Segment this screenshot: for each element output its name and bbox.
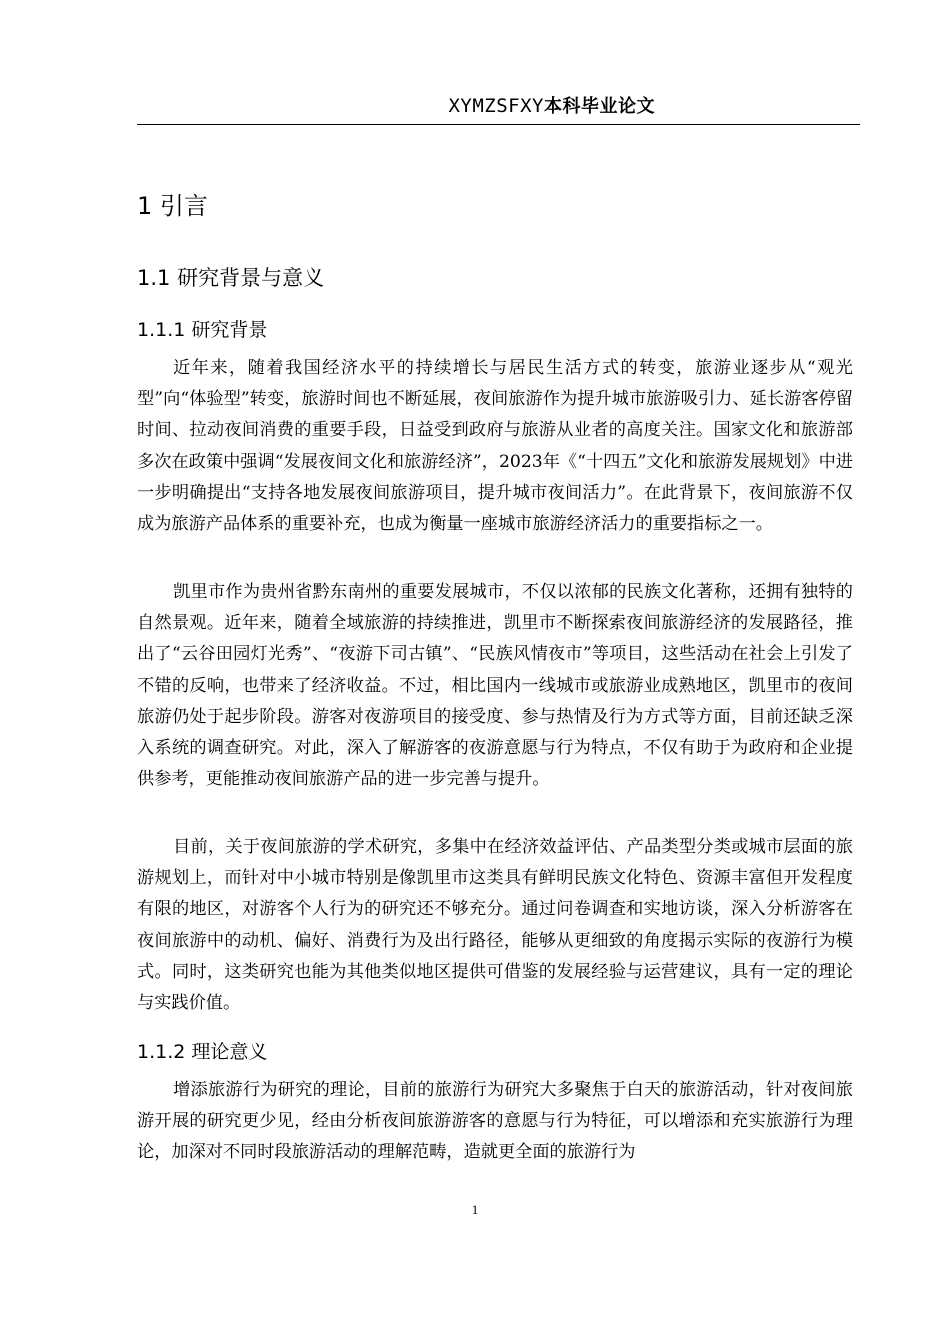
header-code: XYMZSFXY xyxy=(448,95,544,117)
header-title: 本科毕业论文 xyxy=(544,96,655,117)
page-number: 1 xyxy=(471,1202,479,1217)
subsection-title-background: 1.1.1 研究背景 xyxy=(137,319,268,341)
paragraph-background-2: 凯里市作为贵州省黔东南州的重要发展城市，不仅以浓郁的民族文化著称，还拥有独特的自然景观。近年来，随着全域旅游的持续推进，凯里市不断探索夜间旅游经济的发展路径，推出了“云谷田园灯光秀”、“夜游下司古镇”、“民族风情夜市”等项目，这些活动在社会上引发了不错的反响，也带来了经济收益。不过，相比国内一线城市或旅游业成熟地区，凯里市的夜间旅游仍处于起步阶段。游客对夜游项目的接受度、参与热情及行为方式等方面，目前还缺乏深入系统的调查研究。对此，深入了解游客的夜游意愿与行为特点，不仅有助于为政府和企业提供参考，更能推动夜间旅游产品的进一步完善与提升。 xyxy=(137,582,853,790)
page-header xyxy=(137,92,860,118)
paragraph-background-1: 近年来，随着我国经济水平的持续增长与居民生活方式的转变，旅游业逐步从“观光型”向“体验型”转变，旅游时间也不断延展，夜间旅游作为提升城市旅游吸引力、延长游客停留时间、拉动夜间消费的重要手段，日益受到政府与旅游从业者的高度关注。国家文化和旅游部多次在政策中强调“发展夜间文化和旅游经济”，2023年《“十四五”文化和旅游发展规划》中进一步明确提出“支持各地发展夜间旅游项目，提升城市夜间活力”。在此背景下，夜间旅游不仅成为旅游产品体系的重要补充，也成为衡量一座城市旅游经济活力的重要指标之一。 xyxy=(137,358,853,535)
paragraph-theory-1: 增添旅游行为研究的理论，目前的旅游行为研究大多聚焦于白天的旅游活动，针对夜间旅游开展的研究更少见，经由分析夜间旅游游客的意愿与行为特征，可以增添和充实旅游行为理论，加深对不同时段旅游活动的理解范畴，造就更全面的旅游行为 xyxy=(137,1080,853,1163)
header-rule xyxy=(137,124,860,125)
subsection-title-theory: 1.1.2 理论意义 xyxy=(137,1041,268,1063)
chapter-title: 1 引言 xyxy=(137,192,208,220)
paragraph-background-3: 目前，关于夜间旅游的学术研究，多集中在经济效益评估、产品类型分类或城市层面的旅游规划上，而针对中小城市特别是像凯里市这类具有鲜明民族文化特色、资源丰富但开发程度有限的地区，对游客个人行为的研究还不够充分。通过问卷调查和实地访谈，深入分析游客在夜间旅游中的动机、偏好、消费行为及出行路径，能够从更细致的角度揭示实际的夜游行为模式。同时，这类研究也能为其他类似地区提供可借鉴的发展经验与运营建议，具有一定的理论与实践价值。 xyxy=(137,837,853,1014)
section-title: 1.1 研究背景与意义 xyxy=(137,266,325,290)
